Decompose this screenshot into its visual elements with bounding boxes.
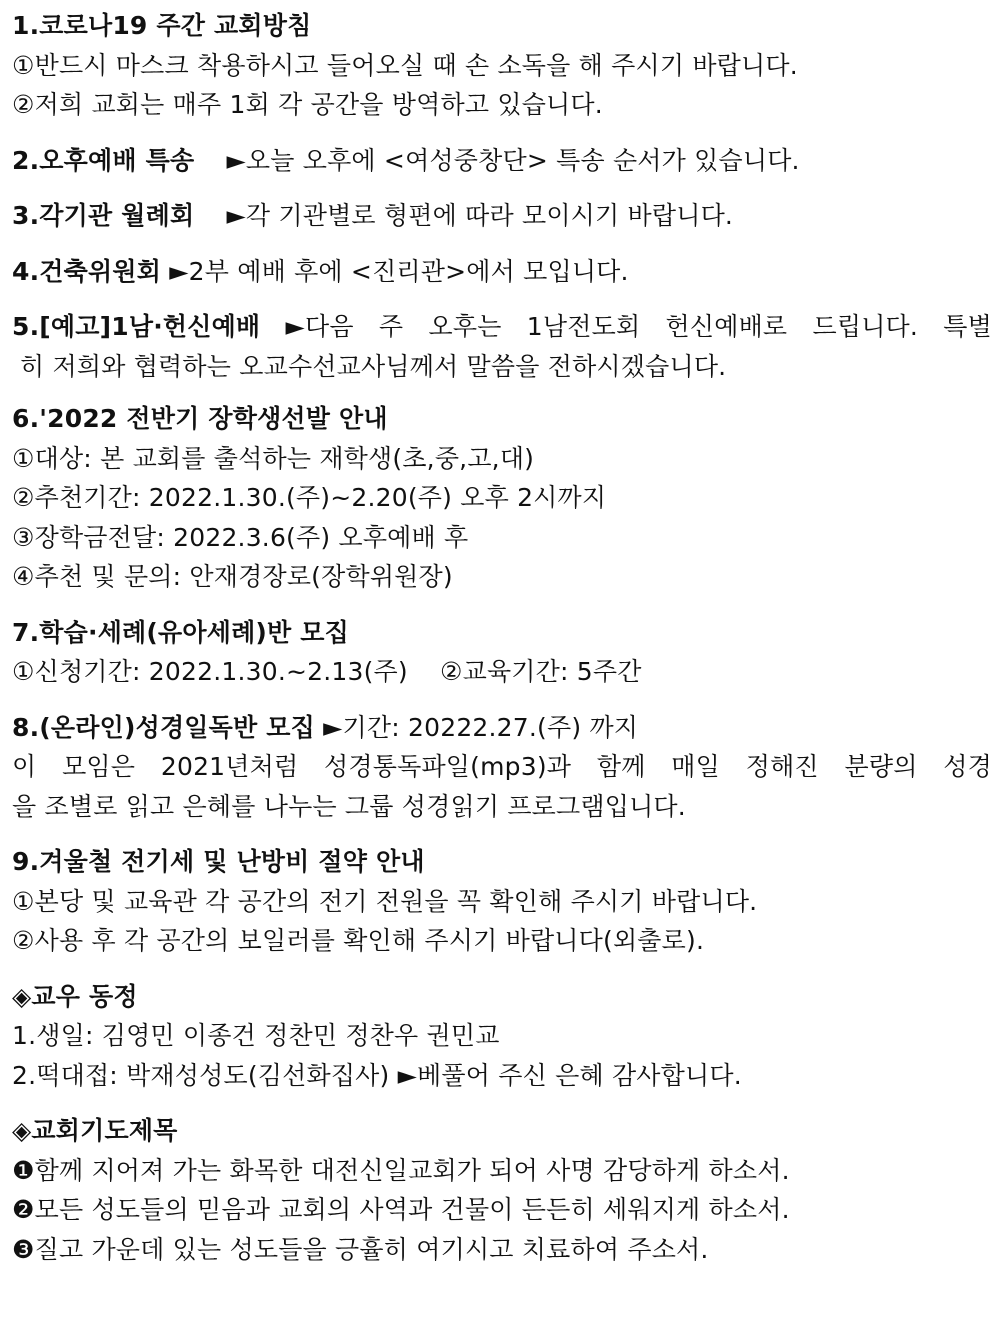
- text-line: ③장학금전달: 2022.3.6(주) 오후예배 후: [12, 522, 469, 552]
- text-line: ②사용 후 각 공간의 보일러를 확인해 주시기 바랍니다(외출로).: [12, 926, 705, 955]
- section-title: 9.겨울철 전기세 및 난방비 절약 안내: [12, 847, 425, 876]
- text-line: 2.떡대접: 박재성성도(김선화집사) ►베풀어 주신 은혜 감사합니다.: [12, 1060, 742, 1090]
- text-line: 이 모임은 2021년처럼 성경통독파일(mp3)과 함께 매일 정해진 분량의 성경: [12, 752, 992, 781]
- section-energy-saving: [12, 842, 992, 961]
- text-line: ①대상: 본 교회를 출석하는 재학생(초,중,고,대): [12, 443, 535, 473]
- section-title: ◈교회기도제목: [12, 1116, 178, 1145]
- section-baptism-class: [12, 613, 992, 692]
- text-line: 1.생일: 김영민 이종건 정찬민 정찬우 권민교: [12, 1021, 500, 1050]
- section-scholarship: [12, 399, 992, 597]
- prayer-item: ❶함께 지어져 가는 화목한 대전신일교회가 되어 사명 감당하게 하소서.: [12, 1155, 790, 1185]
- text-line: ①신청기간: 2022.1.30.~2.13(주): [12, 657, 408, 686]
- text-line: 히 저희와 협력하는 오교수선교사님께서 말씀을 전하시겠습니다.: [20, 351, 727, 381]
- text-line: ④추천 및 문의: 안재경장로(장학위원장): [12, 562, 453, 591]
- text-line: ►기간: 20222.27.(주) 까지: [323, 712, 639, 742]
- section-covid: [12, 6, 992, 125]
- section-title: 1.코로나19 주간 교회방침: [12, 11, 312, 40]
- section-bible-reading: [12, 708, 992, 827]
- section-title: 7.학습·세례(유아세례)반 모집: [12, 617, 349, 647]
- prayer-item: ❷모든 성도들의 믿음과 교회의 사역과 건물이 든든히 세워지게 하소서.: [12, 1195, 790, 1224]
- text-line: ►오늘 오후에 <여성중창단> 특송 순서가 있습니다.: [226, 145, 800, 175]
- text-line: ►다음 주 오후는 1남전도회 헌신예배로 드립니다. 특별: [285, 312, 992, 341]
- prayer-item: ❸질고 가운데 있는 성도들을 긍휼히 여기시고 치료하여 주소서.: [12, 1234, 709, 1264]
- text-line: ②추천기간: 2022.1.30.(주)~2.20(주) 오후 2시까지: [12, 483, 607, 512]
- section-title: 8.(온라인)성경일독반 모집: [12, 712, 315, 742]
- section-title: 5.[예고]1남·헌신예배: [12, 312, 261, 341]
- section-building-committee: [12, 252, 992, 292]
- section-title: 3.각기관 월례회: [12, 201, 195, 230]
- text-line: ②저희 교회는 매주 1회 각 공간을 방역하고 있습니다.: [12, 90, 603, 119]
- text-line: ►각 기관별로 형편에 따라 모이시기 바랍니다.: [226, 201, 734, 230]
- section-special-song: [12, 141, 992, 181]
- section-title: 4.건축위원회: [12, 256, 162, 286]
- text-line: ►2부 예배 후에 <진리관>에서 모입니다.: [169, 256, 629, 286]
- section-monthly-meeting: [12, 196, 992, 236]
- section-title: 6.'2022 전반기 장학생선발 안내: [12, 404, 388, 433]
- text-line: ①반드시 마스크 착용하시고 들어오실 때 손 소독을 해 주시기 바랍니다.: [12, 50, 798, 80]
- section-member-news: [12, 977, 992, 1096]
- text-line: 을 조별로 읽고 은혜를 나누는 그룹 성경읽기 프로그램입니다.: [12, 791, 686, 821]
- text-line: ①본당 및 교육관 각 공간의 전기 전원을 꼭 확인해 주시기 바랍니다.: [12, 886, 758, 916]
- text-line: ②교육기간: 5주간: [440, 657, 642, 686]
- section-title: ◈교우 동정: [12, 981, 138, 1011]
- section-title: 2.오후예배 특송: [12, 145, 195, 175]
- section-prayer-topics: [12, 1111, 992, 1269]
- section-dedication-service: [12, 307, 992, 386]
